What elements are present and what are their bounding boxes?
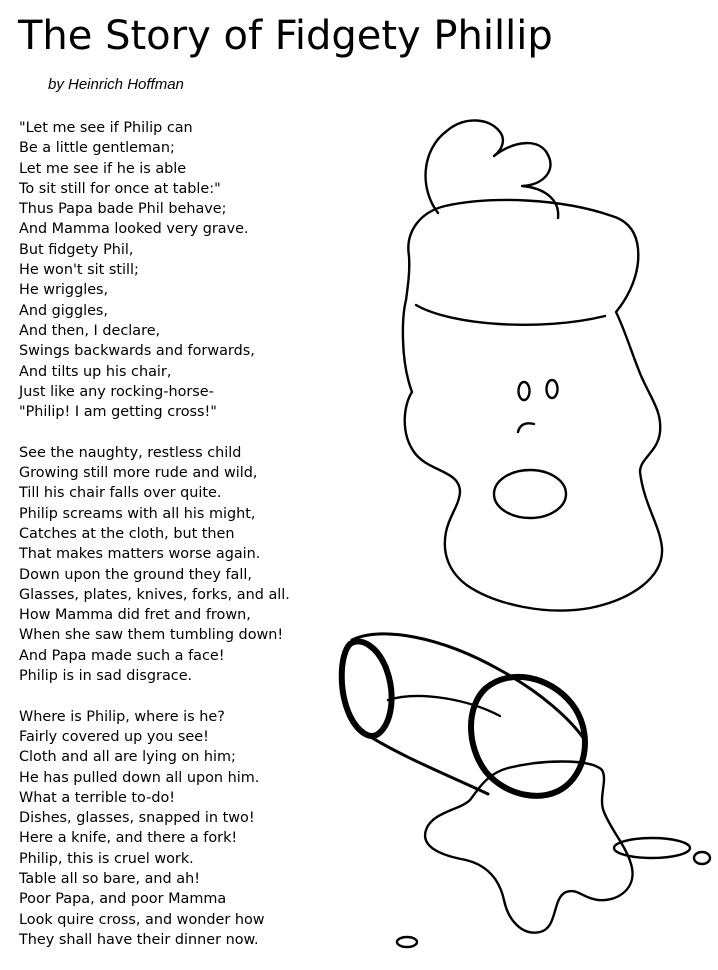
poem-line: Table all so bare, and ah! — [19, 870, 200, 887]
page-title: The Story of Fidgety Phillip — [18, 13, 553, 59]
poem-line: Philip, this is cruel work. — [19, 850, 194, 867]
poem-line: He has pulled down all upon him. — [19, 769, 260, 786]
author-byline: by Heinrich Hoffman — [48, 76, 184, 93]
poem-line: Cloth and all are lying on him; — [19, 749, 236, 766]
poem-line: Philip screams with all his might, — [19, 505, 256, 522]
tipped-over-glass-spill-illustration — [342, 634, 710, 947]
poem-line: And Papa made such a face! — [19, 647, 225, 664]
poem-line: How Mamma did fret and frown, — [19, 607, 251, 624]
poem-line: Till his chair falls over quite. — [19, 485, 222, 502]
poem-line: Poor Papa, and poor Mamma — [19, 891, 227, 908]
poem-line: Down upon the ground they fall, — [19, 566, 252, 583]
poem-line: What a terrible to-do! — [19, 789, 176, 806]
poem-line: Just like any rocking-horse- — [19, 383, 214, 400]
poem-line: "Let me see if Philip can — [19, 120, 193, 136]
poem-line: Look quire cross, and wonder how — [19, 911, 265, 928]
poem-line: But fidgety Phil, — [19, 241, 134, 258]
poem-line: Let me see if he is able — [19, 160, 187, 177]
poem-line: "Philip! I am getting cross!" — [19, 404, 217, 421]
poem-line: He won't sit still; — [19, 262, 139, 279]
poem-line: Thus Papa bade Phil behave; — [19, 201, 227, 218]
cartoon-boy-head-illustration — [403, 120, 662, 610]
poem-line: Fairly covered up you see! — [19, 728, 209, 745]
poem-line: Swings backwards and forwards, — [19, 343, 255, 360]
poem-line: When she saw them tumbling down! — [19, 627, 284, 644]
poem-line: And tilts up his chair, — [19, 363, 172, 380]
poem-line: And giggles, — [19, 302, 108, 319]
poem-line: They shall have their dinner now. — [19, 931, 259, 948]
poem-line: Philip is in sad disgrace. — [19, 668, 193, 685]
poem-line: Dishes, glasses, snapped in two! — [19, 810, 255, 827]
poem-line: Growing still more rude and wild, — [19, 465, 258, 482]
poem-line: Here a knife, and there a fork! — [19, 830, 238, 847]
poem-line: That makes matters worse again. — [19, 546, 261, 563]
poem-line: See the naughty, restless child — [19, 444, 242, 461]
poem-line: Where is Philip, where is he? — [19, 708, 225, 725]
poem-line: Catches at the cloth, but then — [19, 525, 235, 542]
poem-line: He wriggles, — [19, 282, 109, 299]
poem-line: And Mamma looked very grave. — [19, 221, 249, 238]
poem-line: To sit still for once at table:" — [19, 180, 221, 197]
poem-line: Glasses, plates, knives, forks, and all. — [19, 586, 290, 603]
poem-line: Be a little gentleman; — [19, 140, 175, 157]
poem-line: And then, I declare, — [19, 322, 161, 339]
